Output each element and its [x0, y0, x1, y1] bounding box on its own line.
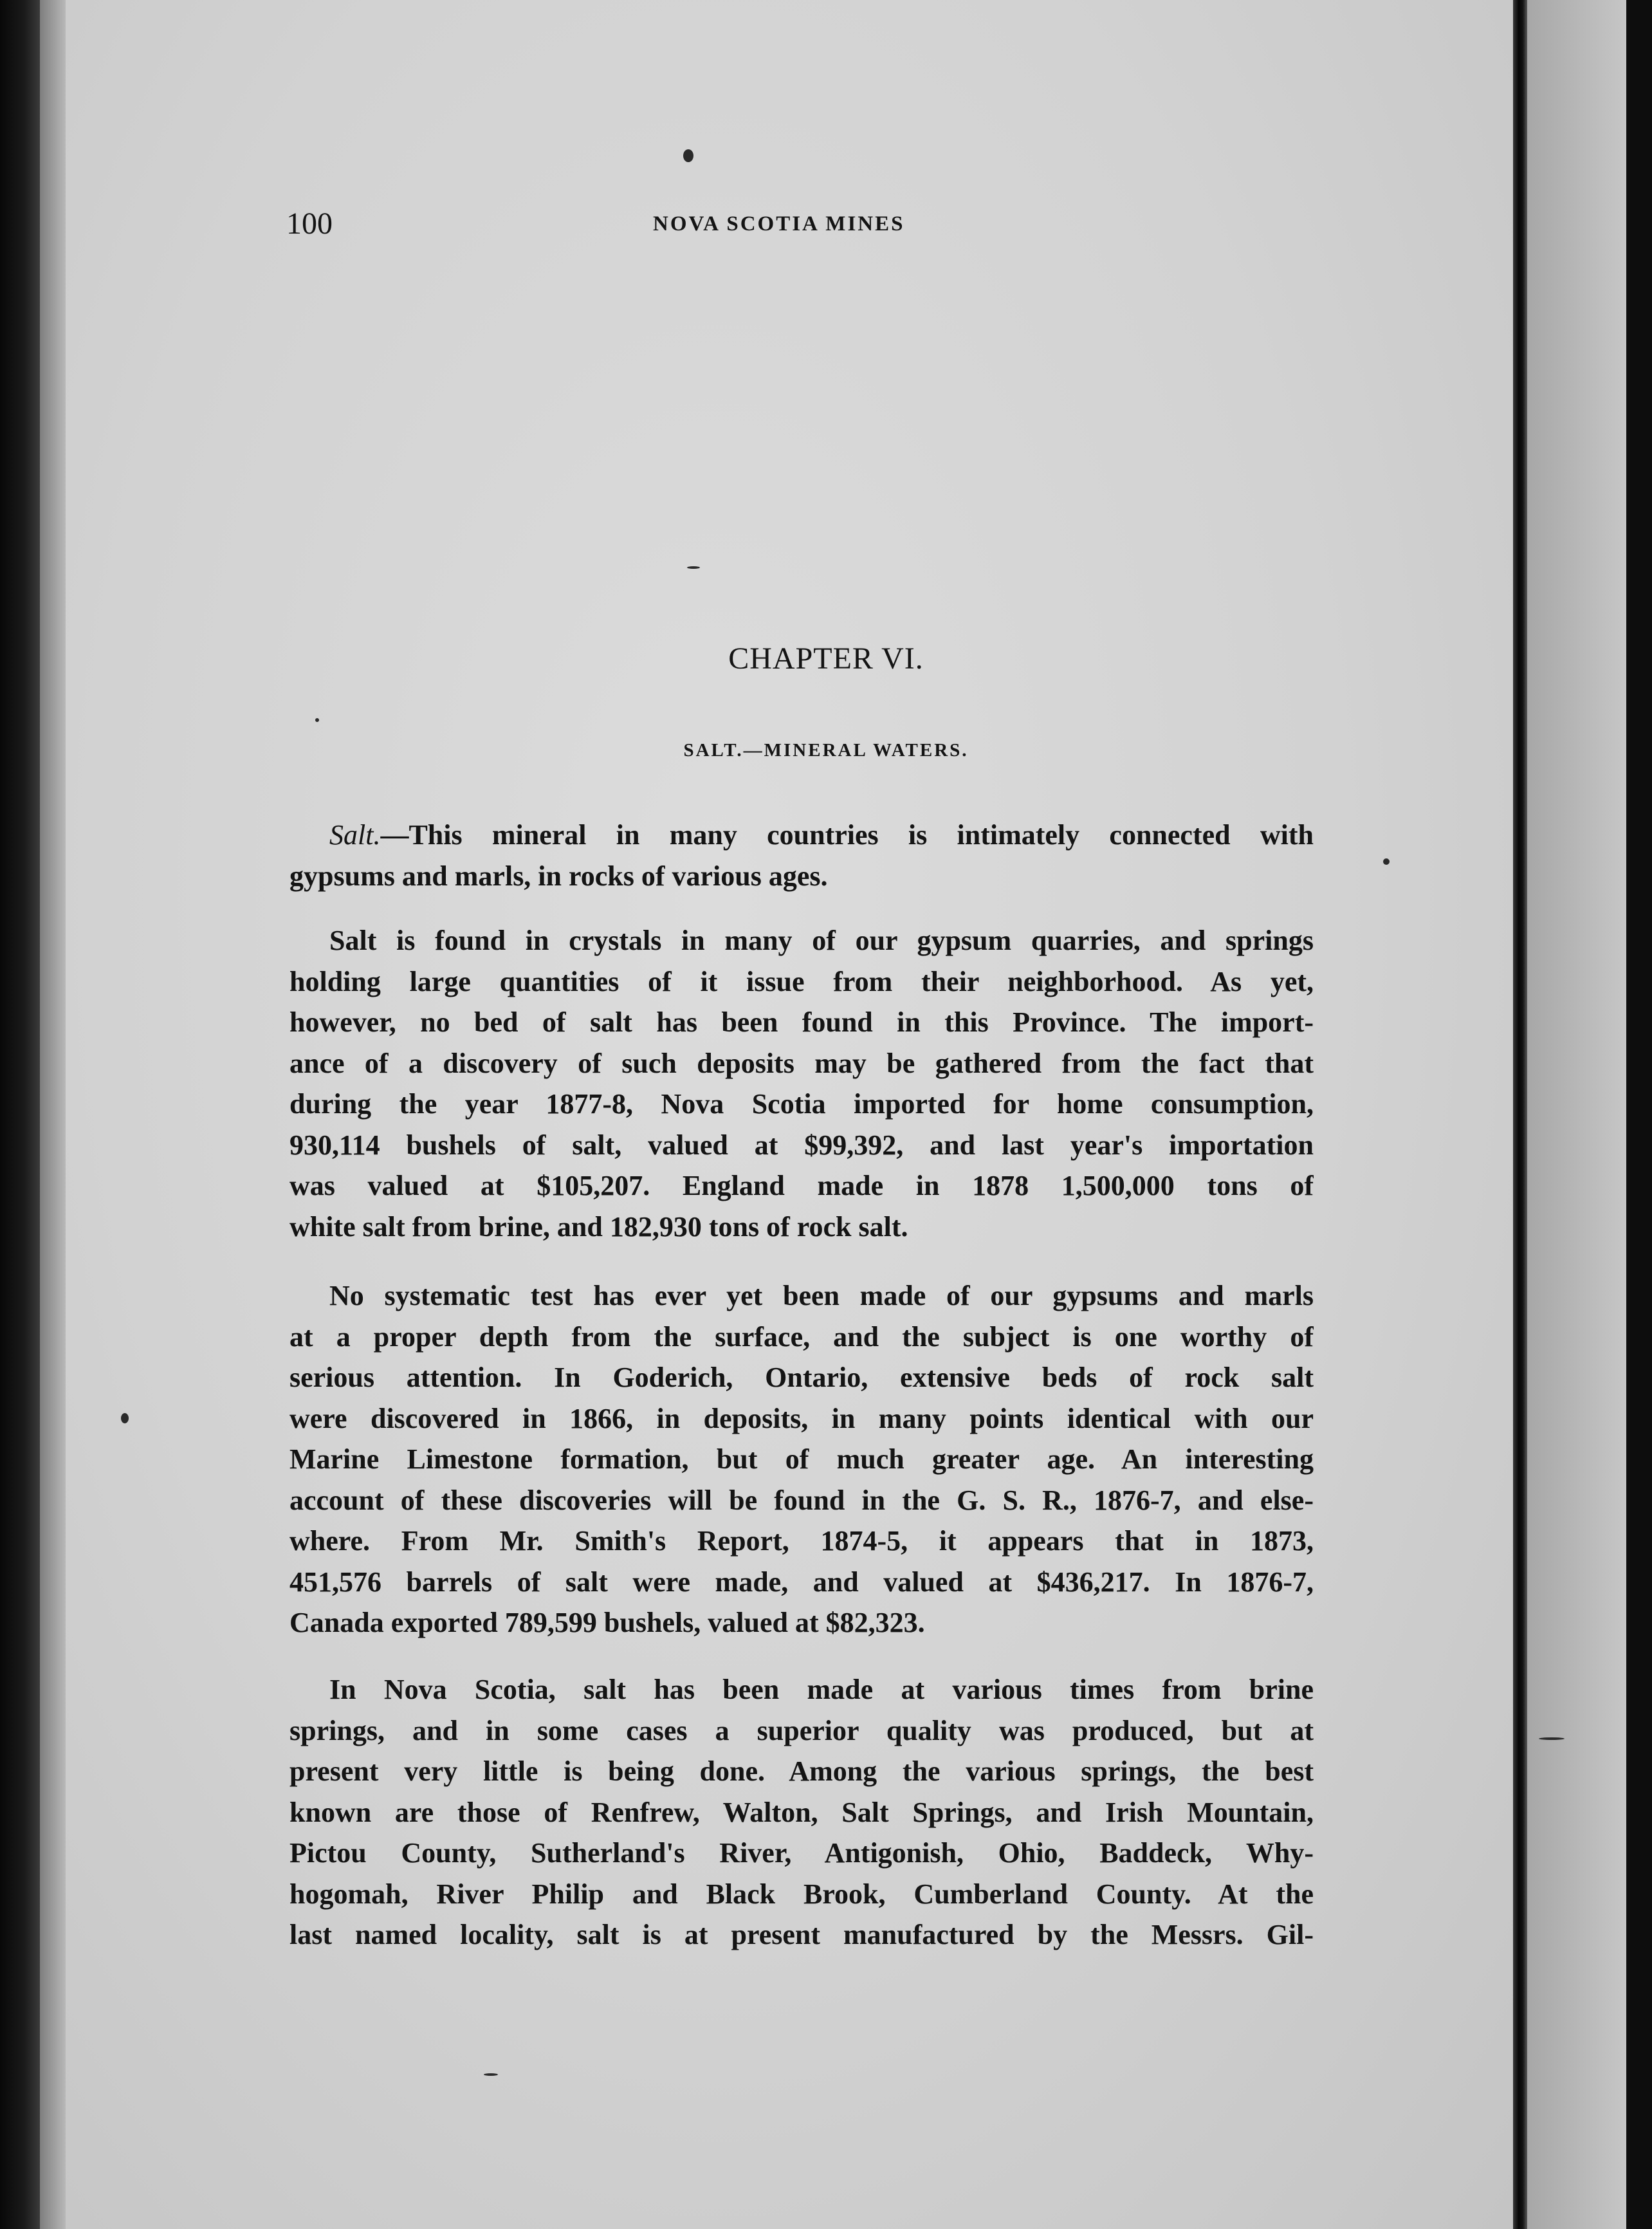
text-line: Canada exported 789,599 bushels, valued at $82,323. [289, 1607, 925, 1638]
text-line: white salt from brine, and 182,930 tons of rock salt. [289, 1210, 908, 1243]
text-line: Salt is found in crystals in many of our gypsum quarries, and springs [329, 925, 1314, 956]
ink-speck [683, 149, 693, 162]
text-line: No systematic test has ever yet been made of our gypsums and marls [329, 1280, 1314, 1311]
text-line: was valued at $105,207. England made in 1878 1,500,000 tons of [289, 1170, 1314, 1201]
chapter-subtitle: SALT.—MINERAL WATERS. [683, 740, 969, 761]
ink-speck [687, 566, 700, 569]
text-line: hogomah, River Philip and Black Brook, Cumberland County. At the [289, 1878, 1314, 1910]
text-line: last named locality, salt is at present manufactured by the Messrs. Gil- [289, 1919, 1314, 1950]
text-line: account of these discoveries will be found in the G. S. R., 1876-7, and else- [289, 1484, 1314, 1516]
text-line: where. From Mr. Smith's Report, 1874-5, it appears that in 1873, [289, 1525, 1314, 1557]
running-head-title: NOVA SCOTIA MINES [653, 212, 905, 236]
book-spine [1513, 0, 1527, 2229]
text-line: during the year 1877-8, Nova Scotia imported for home consumption, [289, 1088, 1314, 1120]
text-line: Marine Limestone formation, but of much greater age. An interesting [289, 1443, 1314, 1475]
running-head [286, 205, 1316, 243]
paragraph-salt-intro [289, 815, 1314, 896]
text-line: 451,576 barrels of salt were made, and valued at $436,217. In 1876-7, [289, 1566, 1314, 1598]
left-scan-border [0, 0, 40, 2229]
ink-speck [1539, 1737, 1565, 1740]
text-line: at a proper depth from the surface, and the subject is one worthy of [289, 1320, 1314, 1353]
text-line: Pictou County, Sutherland's River, Antigonish, Ohio, Baddeck, Why- [289, 1837, 1314, 1869]
text-line: In Nova Scotia, salt has been made at various times from brine [329, 1674, 1314, 1705]
right-scan-border [1626, 0, 1652, 2229]
text-line: serious attention. In Goderich, Ontario, extensive beds of rock salt [289, 1362, 1314, 1393]
text-line-content: —This mineral in many countries is intimately connected with [380, 819, 1314, 851]
text-line: gypsums and marls, in rocks of various ages. [289, 860, 828, 892]
paragraph-salt-crystals [289, 920, 1314, 1247]
paragraph-nova-scotia-springs [289, 1669, 1314, 1956]
ink-speck [315, 718, 319, 722]
text-line: known are those of Renfrew, Walton, Salt Springs, and Irish Mountain, [289, 1796, 1314, 1828]
text-line: however, no bed of salt has been found in this Province. The import- [289, 1006, 1314, 1038]
text-line: springs, and in some cases a superior quality was produced, but at [289, 1714, 1314, 1746]
runin-heading: Salt. [329, 819, 381, 851]
left-gutter [40, 0, 66, 2229]
text-line: were discovered in 1866, in deposits, in many points identical with our [289, 1402, 1314, 1434]
text-line: holding large quantities of it issue from their neighborhood. As yet, [289, 965, 1314, 997]
ink-speck [121, 1413, 129, 1423]
text-line: ance of a discovery of such deposits may be gathered from the fact that [289, 1047, 1314, 1079]
text-line: 930,114 bushels of salt, valued at $99,392, and last year's importation [289, 1129, 1314, 1161]
page-number: 100 [286, 207, 333, 241]
chapter-title: CHAPTER VI. [728, 642, 924, 676]
facing-page-edge [1527, 0, 1626, 2229]
text-line: present very little is being done. Among the various springs, the best [289, 1755, 1314, 1787]
paragraph-systematic-test [289, 1275, 1314, 1643]
ink-speck [1383, 858, 1390, 865]
ink-speck [484, 2073, 498, 2076]
text-line [289, 815, 1314, 856]
